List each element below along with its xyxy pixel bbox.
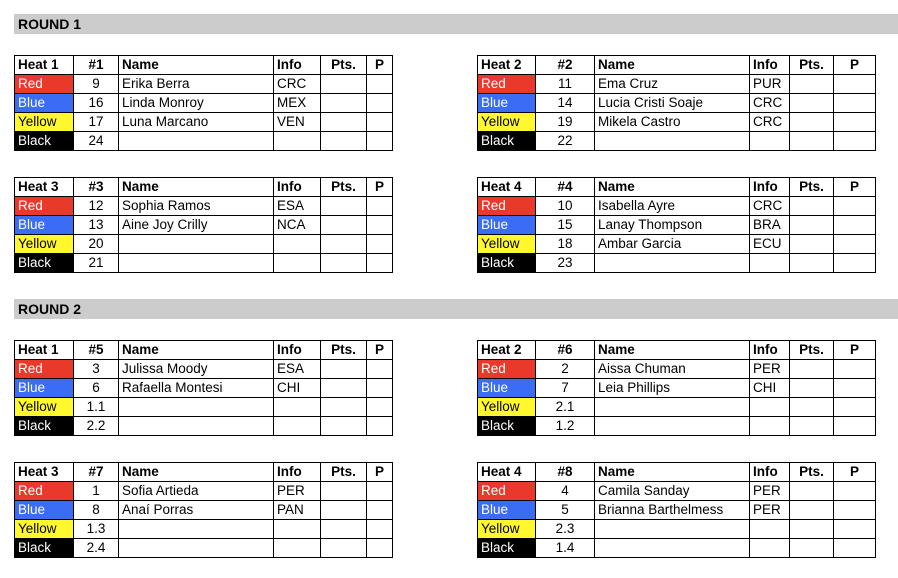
lane-color-label: Blue <box>15 216 74 235</box>
heat-table <box>477 462 876 558</box>
athlete-name: Lucia Cristi Soaje <box>595 94 750 113</box>
heat-label: Heat 2 <box>478 341 536 360</box>
table-row <box>15 501 393 520</box>
athlete-name <box>119 539 274 558</box>
p-header: P <box>834 341 876 360</box>
pts-header: Pts. <box>790 56 834 75</box>
athlete-name: Luna Marcano <box>119 113 274 132</box>
points-cell <box>321 235 367 254</box>
country-code <box>750 417 790 436</box>
lane-color-label: Black <box>478 539 536 558</box>
lane-color-label: Red <box>15 75 74 94</box>
table-row <box>478 197 876 216</box>
lane-color-label: Blue <box>15 501 74 520</box>
seed-number: 6 <box>74 379 119 398</box>
pts-header: Pts. <box>790 463 834 482</box>
athlete-name: Brianna Barthelmess <box>595 501 750 520</box>
athlete-name: Camila Sanday <box>595 482 750 501</box>
seed-number: 19 <box>536 113 595 132</box>
points-cell <box>790 520 834 539</box>
lane-color-label: Black <box>15 417 74 436</box>
name-header: Name <box>595 463 750 482</box>
place-cell <box>834 254 876 273</box>
place-cell <box>367 235 393 254</box>
lane-color-label: Blue <box>478 379 536 398</box>
place-cell <box>367 539 393 558</box>
place-cell <box>834 539 876 558</box>
heat-table <box>477 177 876 273</box>
points-cell <box>790 501 834 520</box>
table-row <box>478 520 876 539</box>
table-row <box>15 132 393 151</box>
seed-number: 1.1 <box>74 398 119 417</box>
athlete-name: Lanay Thompson <box>595 216 750 235</box>
seed-number: 2.2 <box>74 417 119 436</box>
points-cell <box>790 235 834 254</box>
country-code: PUR <box>750 75 790 94</box>
lane-color-label: Yellow <box>478 398 536 417</box>
points-cell <box>790 254 834 273</box>
points-cell <box>321 417 367 436</box>
seed-number: 16 <box>74 94 119 113</box>
heat-header-row <box>15 463 393 482</box>
table-row <box>15 482 393 501</box>
country-code: PAN <box>274 501 321 520</box>
country-code <box>274 235 321 254</box>
table-row <box>15 75 393 94</box>
name-header: Name <box>119 178 274 197</box>
points-cell <box>790 113 834 132</box>
athlete-name <box>119 132 274 151</box>
athlete-name <box>595 398 750 417</box>
place-cell <box>367 75 393 94</box>
athlete-name: Julissa Moody <box>119 360 274 379</box>
place-cell <box>367 501 393 520</box>
athlete-name <box>119 520 274 539</box>
points-cell <box>321 254 367 273</box>
heat-number: #5 <box>74 341 119 360</box>
place-cell <box>367 94 393 113</box>
seed-number: 1.2 <box>536 417 595 436</box>
heat-table <box>14 55 393 151</box>
place-cell <box>834 113 876 132</box>
country-code: PER <box>750 482 790 501</box>
athlete-name <box>119 235 274 254</box>
place-cell <box>367 520 393 539</box>
seed-number: 17 <box>74 113 119 132</box>
lane-color-label: Black <box>478 417 536 436</box>
seed-number: 22 <box>536 132 595 151</box>
info-header: Info <box>750 178 790 197</box>
table-row <box>478 360 876 379</box>
points-cell <box>321 482 367 501</box>
table-row <box>15 398 393 417</box>
table-row <box>15 216 393 235</box>
name-header: Name <box>119 463 274 482</box>
info-header: Info <box>274 178 321 197</box>
lane-color-label: Yellow <box>15 398 74 417</box>
place-cell <box>834 417 876 436</box>
seed-number: 1.4 <box>536 539 595 558</box>
points-cell <box>321 379 367 398</box>
heat-header-row <box>478 178 876 197</box>
place-cell <box>834 94 876 113</box>
heat-label: Heat 4 <box>478 463 536 482</box>
table-row <box>15 235 393 254</box>
athlete-name: Linda Monroy <box>119 94 274 113</box>
seed-number: 10 <box>536 197 595 216</box>
seed-number: 24 <box>74 132 119 151</box>
heat-label: Heat 3 <box>15 463 74 482</box>
points-cell <box>321 520 367 539</box>
heat-label: Heat 1 <box>15 56 74 75</box>
table-row <box>15 113 393 132</box>
name-header: Name <box>595 178 750 197</box>
seed-number: 2.1 <box>536 398 595 417</box>
table-row <box>478 235 876 254</box>
place-cell <box>367 197 393 216</box>
place-cell <box>367 482 393 501</box>
info-header: Info <box>274 56 321 75</box>
info-header: Info <box>750 56 790 75</box>
athlete-name <box>119 254 274 273</box>
athlete-name <box>595 132 750 151</box>
lane-color-label: Red <box>478 360 536 379</box>
points-cell <box>790 417 834 436</box>
place-cell <box>367 360 393 379</box>
table-row <box>478 379 876 398</box>
seed-number: 12 <box>74 197 119 216</box>
athlete-name: Aissa Chuman <box>595 360 750 379</box>
points-cell <box>321 501 367 520</box>
athlete-name: Leia Phillips <box>595 379 750 398</box>
points-cell <box>321 113 367 132</box>
seed-number: 13 <box>74 216 119 235</box>
p-header: P <box>834 56 876 75</box>
athlete-name: Mikela Castro <box>595 113 750 132</box>
place-cell <box>834 235 876 254</box>
athlete-name <box>595 254 750 273</box>
p-header: P <box>367 56 393 75</box>
place-cell <box>367 379 393 398</box>
country-code <box>750 539 790 558</box>
lane-color-label: Black <box>478 254 536 273</box>
place-cell <box>834 197 876 216</box>
athlete-name: Ambar Garcia <box>595 235 750 254</box>
seed-number: 8 <box>74 501 119 520</box>
name-header: Name <box>595 56 750 75</box>
athlete-name: Anaí Porras <box>119 501 274 520</box>
heat-table <box>477 340 876 436</box>
country-code: ESA <box>274 360 321 379</box>
table-row <box>478 113 876 132</box>
p-header: P <box>367 178 393 197</box>
country-code <box>750 398 790 417</box>
lane-color-label: Red <box>15 482 74 501</box>
seed-number: 18 <box>536 235 595 254</box>
heat-number: #2 <box>536 56 595 75</box>
info-header: Info <box>750 463 790 482</box>
athlete-name: Rafaella Montesi <box>119 379 274 398</box>
table-row <box>478 398 876 417</box>
seed-number: 11 <box>536 75 595 94</box>
points-cell <box>321 94 367 113</box>
seed-number: 2 <box>536 360 595 379</box>
table-row <box>15 94 393 113</box>
lane-color-label: Yellow <box>15 520 74 539</box>
p-header: P <box>367 463 393 482</box>
country-code: CHI <box>750 379 790 398</box>
table-row <box>478 539 876 558</box>
place-cell <box>834 132 876 151</box>
table-row <box>478 94 876 113</box>
lane-color-label: Yellow <box>478 113 536 132</box>
points-cell <box>790 379 834 398</box>
athlete-name: Ema Cruz <box>595 75 750 94</box>
country-code: ECU <box>750 235 790 254</box>
table-row <box>15 197 393 216</box>
lane-color-label: Blue <box>478 94 536 113</box>
seed-number: 3 <box>74 360 119 379</box>
seed-number: 7 <box>536 379 595 398</box>
seed-number: 15 <box>536 216 595 235</box>
p-header: P <box>834 178 876 197</box>
pts-header: Pts. <box>321 341 367 360</box>
lane-color-label: Yellow <box>15 235 74 254</box>
country-code <box>274 520 321 539</box>
seed-number: 1 <box>74 482 119 501</box>
points-cell <box>790 132 834 151</box>
place-cell <box>367 417 393 436</box>
table-row <box>15 520 393 539</box>
country-code: BRA <box>750 216 790 235</box>
heat-number: #6 <box>536 341 595 360</box>
table-row <box>15 379 393 398</box>
country-code: CRC <box>750 94 790 113</box>
athlete-name <box>595 520 750 539</box>
points-cell <box>790 482 834 501</box>
country-code <box>750 520 790 539</box>
heat-label: Heat 2 <box>478 56 536 75</box>
heat-header-row <box>15 56 393 75</box>
seed-number: 1.3 <box>74 520 119 539</box>
lane-color-label: Blue <box>15 94 74 113</box>
lane-color-label: Blue <box>478 501 536 520</box>
seed-number: 9 <box>74 75 119 94</box>
seed-number: 23 <box>536 254 595 273</box>
table-row <box>478 254 876 273</box>
pts-header: Pts. <box>321 463 367 482</box>
lane-color-label: Red <box>15 360 74 379</box>
country-code: ESA <box>274 197 321 216</box>
round-title: ROUND 2 <box>14 299 898 319</box>
name-header: Name <box>119 56 274 75</box>
place-cell <box>834 482 876 501</box>
pts-header: Pts. <box>321 178 367 197</box>
country-code: PER <box>750 360 790 379</box>
info-header: Info <box>750 341 790 360</box>
pts-header: Pts. <box>790 341 834 360</box>
points-cell <box>790 197 834 216</box>
points-cell <box>321 539 367 558</box>
name-header: Name <box>595 341 750 360</box>
lane-color-label: Blue <box>15 379 74 398</box>
athlete-name <box>595 417 750 436</box>
points-cell <box>321 360 367 379</box>
round-title: ROUND 1 <box>14 14 898 34</box>
table-row <box>15 539 393 558</box>
place-cell <box>834 360 876 379</box>
place-cell <box>834 398 876 417</box>
pts-header: Pts. <box>790 178 834 197</box>
table-row <box>478 216 876 235</box>
lane-color-label: Red <box>478 482 536 501</box>
points-cell <box>321 132 367 151</box>
country-code: CRC <box>750 113 790 132</box>
heat-header-row <box>478 56 876 75</box>
heat-header-row <box>478 463 876 482</box>
place-cell <box>367 216 393 235</box>
athlete-name: Sofia Artieda <box>119 482 274 501</box>
points-cell <box>790 360 834 379</box>
seed-number: 5 <box>536 501 595 520</box>
heat-header-row <box>15 341 393 360</box>
place-cell <box>834 501 876 520</box>
heat-number: #8 <box>536 463 595 482</box>
seed-number: 21 <box>74 254 119 273</box>
lane-color-label: Red <box>478 75 536 94</box>
lane-color-label: Black <box>15 254 74 273</box>
heat-label: Heat 4 <box>478 178 536 197</box>
place-cell <box>834 520 876 539</box>
points-cell <box>790 539 834 558</box>
seed-number: 2.3 <box>536 520 595 539</box>
table-row <box>15 360 393 379</box>
lane-color-label: Black <box>15 539 74 558</box>
p-header: P <box>834 463 876 482</box>
heat-table <box>477 55 876 151</box>
heat-number: #4 <box>536 178 595 197</box>
place-cell <box>834 75 876 94</box>
heat-table <box>14 177 393 273</box>
pts-header: Pts. <box>321 56 367 75</box>
table-row <box>15 254 393 273</box>
country-code <box>750 132 790 151</box>
country-code <box>750 254 790 273</box>
name-header: Name <box>119 341 274 360</box>
points-cell <box>321 75 367 94</box>
country-code <box>274 132 321 151</box>
points-cell <box>321 216 367 235</box>
info-header: Info <box>274 341 321 360</box>
heat-header-row <box>478 341 876 360</box>
place-cell <box>367 254 393 273</box>
place-cell <box>367 113 393 132</box>
seed-number: 20 <box>74 235 119 254</box>
country-code: MEX <box>274 94 321 113</box>
country-code: VEN <box>274 113 321 132</box>
table-row <box>478 132 876 151</box>
heat-header-row <box>15 178 393 197</box>
lane-color-label: Black <box>15 132 74 151</box>
points-cell <box>321 197 367 216</box>
heat-label: Heat 3 <box>15 178 74 197</box>
seed-number: 4 <box>536 482 595 501</box>
info-header: Info <box>274 463 321 482</box>
seed-number: 14 <box>536 94 595 113</box>
table-row <box>478 417 876 436</box>
athlete-name <box>119 417 274 436</box>
country-code: CRC <box>750 197 790 216</box>
lane-color-label: Black <box>478 132 536 151</box>
lane-color-label: Yellow <box>15 113 74 132</box>
heat-label: Heat 1 <box>15 341 74 360</box>
athlete-name: Sophia Ramos <box>119 197 274 216</box>
table-row <box>478 75 876 94</box>
lane-color-label: Blue <box>478 216 536 235</box>
points-cell <box>321 398 367 417</box>
heat-number: #3 <box>74 178 119 197</box>
country-code <box>274 254 321 273</box>
country-code: PER <box>750 501 790 520</box>
place-cell <box>367 398 393 417</box>
place-cell <box>367 132 393 151</box>
p-header: P <box>367 341 393 360</box>
heat-number: #7 <box>74 463 119 482</box>
country-code <box>274 417 321 436</box>
place-cell <box>834 379 876 398</box>
table-row <box>478 501 876 520</box>
athlete-name: Erika Berra <box>119 75 274 94</box>
lane-color-label: Yellow <box>478 520 536 539</box>
country-code: CHI <box>274 379 321 398</box>
heat-number: #1 <box>74 56 119 75</box>
lane-color-label: Red <box>478 197 536 216</box>
points-cell <box>790 75 834 94</box>
table-row <box>15 417 393 436</box>
points-cell <box>790 216 834 235</box>
heat-table <box>14 462 393 558</box>
country-code: CRC <box>274 75 321 94</box>
country-code: NCA <box>274 216 321 235</box>
country-code <box>274 539 321 558</box>
athlete-name: Isabella Ayre <box>595 197 750 216</box>
athlete-name: Aine Joy Crilly <box>119 216 274 235</box>
lane-color-label: Yellow <box>478 235 536 254</box>
points-cell <box>790 94 834 113</box>
country-code <box>274 398 321 417</box>
points-cell <box>790 398 834 417</box>
athlete-name <box>595 539 750 558</box>
country-code: PER <box>274 482 321 501</box>
table-row <box>478 482 876 501</box>
lane-color-label: Red <box>15 197 74 216</box>
place-cell <box>834 216 876 235</box>
heat-table <box>14 340 393 436</box>
athlete-name <box>119 398 274 417</box>
seed-number: 2.4 <box>74 539 119 558</box>
